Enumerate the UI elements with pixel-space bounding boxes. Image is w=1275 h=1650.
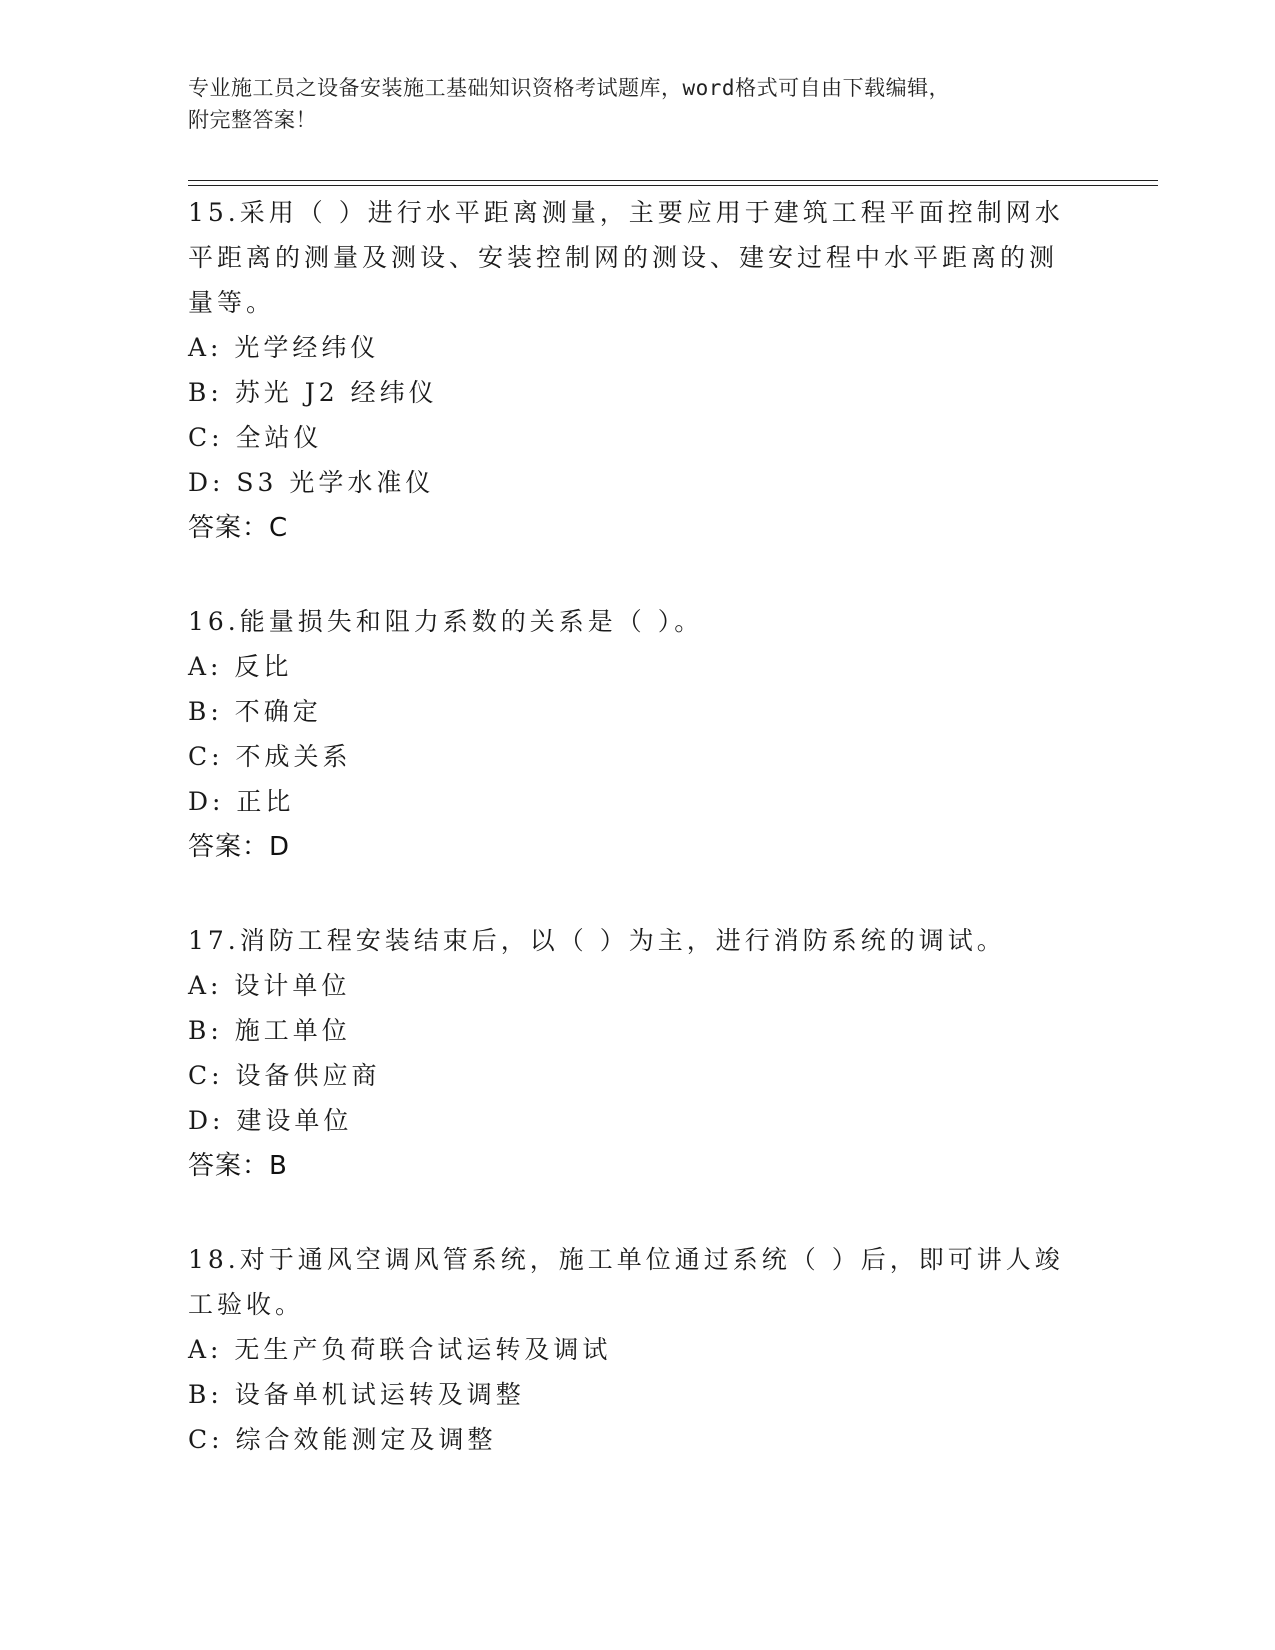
question-stem: 18.对于通风空调风管系统，施工单位通过系统（ ）后，即可讲人竣工验收。 [188, 1245, 1064, 1319]
page-header [188, 72, 1068, 136]
option-d: D: S3 光学水准仪 [188, 468, 435, 497]
option-b: B: 苏光 J2 经纬仪 [188, 378, 438, 407]
option-a: A: 无生产负荷联合试运转及调试 [188, 1335, 612, 1364]
header-line-1: 专业施工员之设备安装施工基础知识资格考试题库，word格式可自由下载编辑， [188, 76, 951, 100]
option-c: C: 综合效能测定及调整 [188, 1425, 497, 1454]
option-a: A: 设计单位 [188, 971, 351, 1000]
question-17 [188, 918, 1068, 1189]
option-c: C: 设备供应商 [188, 1061, 381, 1090]
answer: 答案：D [188, 832, 291, 862]
option-b: B: 不确定 [188, 697, 322, 726]
question-list [188, 190, 1068, 1510]
question-18 [188, 1237, 1068, 1462]
option-c: C: 不成关系 [188, 742, 352, 771]
option-b: B: 设备单机试运转及调整 [188, 1380, 525, 1409]
header-rule [188, 180, 1158, 181]
question-stem: 17.消防工程安装结束后，以（ ）为主，进行消防系统的调试。 [188, 926, 1006, 955]
question-15 [188, 190, 1068, 551]
answer: 答案：C [188, 513, 289, 543]
question-stem: 15.采用（ ）进行水平距离测量，主要应用于建筑工程平面控制网水平距离的测量及测设、安装控制网的测设、建安过程中水平距离的测量等。 [188, 198, 1064, 317]
header-rule [188, 185, 1158, 186]
option-c: C: 全站仪 [188, 423, 323, 452]
option-b: B: 施工单位 [188, 1016, 351, 1045]
option-d: D: 正比 [188, 787, 295, 816]
option-d: D: 建设单位 [188, 1106, 353, 1135]
question-16 [188, 599, 1068, 870]
option-a: A: 光学经纬仪 [188, 333, 380, 362]
option-a: A: 反比 [188, 652, 293, 681]
question-stem: 16.能量损失和阻力系数的关系是（ ）。 [188, 607, 704, 636]
answer: 答案：B [188, 1151, 288, 1181]
header-line-2: 附完整答案！ [188, 108, 317, 132]
